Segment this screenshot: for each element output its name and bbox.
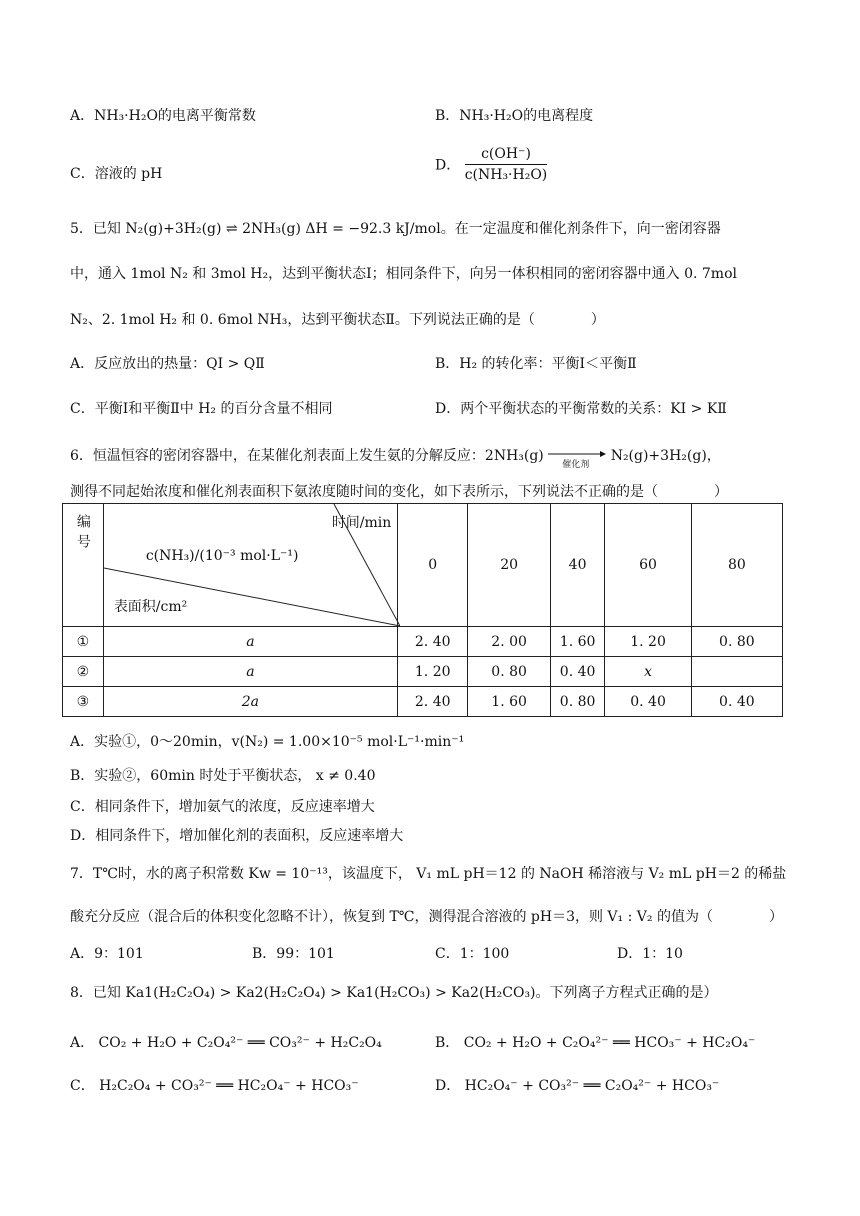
q4-option-c: C．溶液的 pH (70, 166, 163, 182)
q5-stem-line1: 5．已知 N₂(g)+3H₂(g) ⇌ 2NH₃(g) ΔH = −92.3 kJ/mol。在一定温度和催化剂条件下，向一密闭容器 (70, 221, 721, 237)
row-area: a (103, 657, 397, 687)
q5-option-d: D．两个平衡状态的平衡常数的关系：KⅠ > KⅡ (435, 401, 727, 417)
row-value: 0. 40 (691, 687, 782, 717)
row-id: ② (63, 657, 104, 687)
q4-option-d-numerator: c(OH⁻) (465, 146, 548, 165)
q6-stem-part1: 6．恒温恒容的密闭容器中，在某催化剂表面上发生氨的分解反应：2NH₃(g) (70, 448, 544, 464)
table-row (63, 657, 783, 687)
q4-option-d (435, 146, 547, 183)
row-value: 0. 40 (605, 687, 691, 717)
q7-option-c: C．1：100 (435, 946, 510, 962)
q8-stem: 8．已知 Ka1(H₂C₂O₄) > Ka2(H₂C₂O₄) > Ka1(H₂CO₃) > Ka2(H₂CO₃)。下列离子方程式正确的是） (70, 985, 718, 1001)
q6-option-c: C．相同条件下，增加氨气的浓度，反应速率增大 (70, 799, 375, 815)
row-value: 1. 20 (605, 627, 691, 657)
row-value: 0. 40 (550, 657, 605, 687)
q4-option-a: A．NH₃·H₂O的电离平衡常数 (70, 108, 256, 124)
row-value: 0. 80 (691, 627, 782, 657)
q7-option-b: B．99：101 (252, 946, 335, 962)
table-time-0: 0 (397, 504, 467, 627)
ammonia-data-table (62, 503, 783, 717)
q5-option-a: A．反应放出的热量：QⅠ > QⅡ (70, 356, 265, 372)
q6-option-d: D．相同条件下，增加催化剂的表面积，反应速率增大 (70, 828, 404, 844)
table-diagonal-header (103, 504, 397, 627)
table-header-time: 时间/min (331, 515, 392, 531)
q8-option-c: C． H₂C₂O₄ + CO₃²⁻ ══ HC₂O₄⁻ + HCO₃⁻ (70, 1078, 359, 1094)
q5-stem-line2: 中，通入 1mol N₂ 和 3mol H₂，达到平衡状态Ⅰ；相同条件下，向另一体积相同的密闭容器中通入 0. 7mol (70, 266, 737, 282)
q4-option-d-fraction (465, 146, 548, 183)
row-value: 2. 00 (468, 627, 550, 657)
row-id: ① (63, 627, 104, 657)
row-area: a (103, 627, 397, 657)
q6-stem-line1 (70, 446, 721, 470)
q6-stem-line2: 测得不同起始浓度和催化剂表面积下氨浓度随时间的变化，如下表所示，下列说法不正确的是（ ） (70, 484, 728, 500)
table-time-60: 60 (605, 504, 691, 627)
row-value: x (605, 657, 691, 687)
arrow-right-icon (548, 450, 606, 458)
row-value (691, 657, 782, 687)
catalyst-arrow (548, 449, 606, 470)
table-row (63, 687, 783, 717)
q7-stem-line1: 7．T℃时，水的离子积常数 Kw = 10⁻¹³，该温度下， V₁ mL pH＝12 的 NaOH 稀溶液与 V₂ mL pH＝2 的稀盐 (70, 866, 787, 882)
row-value: 0. 80 (468, 657, 550, 687)
row-value: 1. 20 (397, 657, 467, 687)
table-header-area: 表面积/cm² (113, 599, 188, 615)
q8-option-d: D． HC₂O₄⁻ + CO₃²⁻ ══ C₂O₄²⁻ + HCO₃⁻ (435, 1078, 720, 1094)
row-value: 2. 40 (397, 627, 467, 657)
row-area: 2a (103, 687, 397, 717)
q8-option-b: B． CO₂ + H₂O + C₂O₄²⁻ ══ HCO₃⁻ + HC₂O₄⁻ (435, 1035, 756, 1051)
q8-option-a: A． CO₂ + H₂O + C₂O₄²⁻ ══ CO₃²⁻ + H₂C₂O₄ (70, 1035, 382, 1051)
table-header-concentration: c(NH₃)/(10⁻³ mol·L⁻¹) (145, 548, 299, 564)
row-value: 0. 80 (550, 687, 605, 717)
table-time-80: 80 (691, 504, 782, 627)
row-value: 2. 40 (397, 687, 467, 717)
q4-option-b: B．NH₃·H₂O的电离程度 (435, 108, 594, 124)
table-time-20: 20 (468, 504, 550, 627)
q6-option-b: B．实验②，60min 时处于平衡状态， x ≠ 0.40 (70, 768, 376, 784)
table-header-row (63, 504, 783, 627)
q7-stem-line2: 酸充分反应（混合后的体积变化忽略不计），恢复到 T℃，测得混合溶液的 pH＝3，则 V₁ : V₂ 的值为（ ） (70, 909, 783, 925)
table-time-40: 40 (550, 504, 605, 627)
q5-option-c: C．平衡Ⅰ和平衡Ⅱ中 H₂ 的百分含量不相同 (70, 401, 333, 417)
q5-option-b: B．H₂ 的转化率：平衡Ⅰ＜平衡Ⅱ (435, 356, 637, 372)
table-col-index: 编号 (63, 504, 104, 627)
q4-option-d-label: D． (435, 157, 461, 174)
catalyst-label: 催化剂 (562, 460, 590, 470)
row-value: 1. 60 (550, 627, 605, 657)
q7-option-d: D．1：10 (617, 946, 683, 962)
row-id: ③ (63, 687, 104, 717)
q5-stem-line3: N₂、2. 1mol H₂ 和 0. 6mol NH₃，达到平衡状态Ⅱ。下列说法正确的是（ ） (70, 312, 605, 328)
q6-option-a: A．实验①，0～20min，v(N₂) = 1.00×10⁻⁵ mol·L⁻¹·min⁻¹ (70, 734, 465, 750)
q7-option-a: A．9：101 (70, 946, 144, 962)
row-value: 1. 60 (468, 687, 550, 717)
q4-option-d-denominator: c(NH₃·H₂O) (464, 167, 548, 183)
q6-stem-part2: N₂(g)+3H₂(g)， (610, 448, 721, 464)
table-row (63, 627, 783, 657)
